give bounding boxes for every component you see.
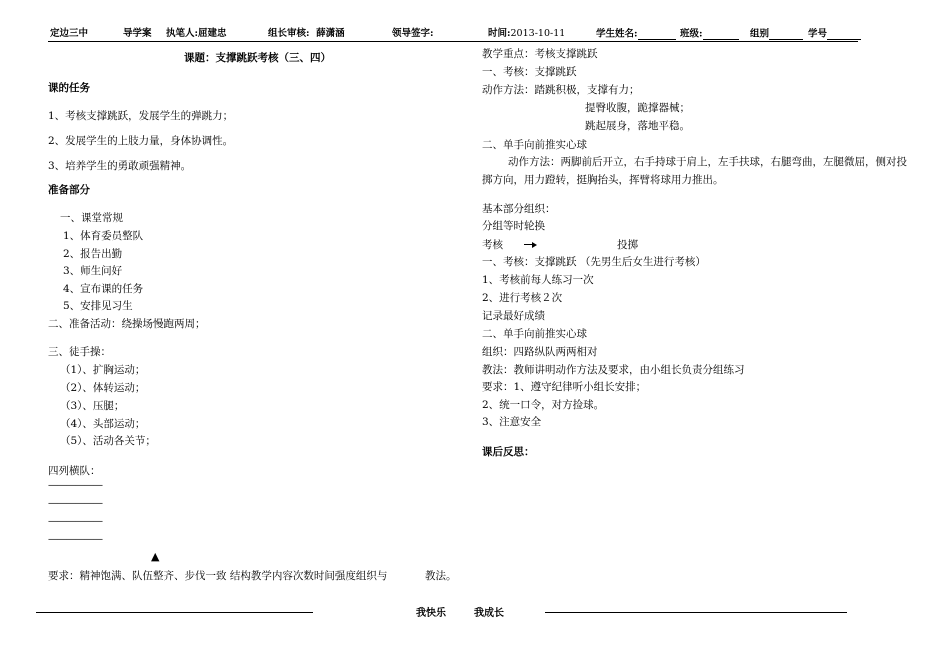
requirement-text: 要求：精神饱满、队伍整齐、步伐一致 结构教学内容次数时间强度组织与: [48, 570, 388, 582]
freehand-heading: 三、徒手操：: [48, 346, 111, 358]
student-no-label: 学号: [808, 28, 828, 40]
header-school: 定边三中: [50, 28, 89, 39]
footer-rule-right: [545, 612, 847, 613]
routine-heading: 一、课堂常规: [60, 212, 123, 224]
organization-text: 组织：四路纵队两两相对: [482, 346, 598, 358]
flow-to: 投掷: [617, 239, 638, 251]
header-group: [750, 28, 803, 40]
footer-slogan-1: 我快乐: [416, 608, 446, 619]
formation-row: ——————: [48, 516, 102, 527]
freehand-item: （2）、体转运动；: [60, 382, 146, 394]
reviewer-label: 组长审核:: [268, 28, 310, 39]
header-doc-type: 导学案: [123, 28, 152, 39]
teacher-marker-icon: ▲: [151, 550, 160, 563]
assess2-heading: 一、考核：支撑跳跃 （先男生后女生进行考核）: [482, 256, 706, 268]
shot2-heading: 二、单手向前推实心球: [482, 328, 587, 340]
flow-from: 考核: [482, 239, 503, 251]
method-line: 动作方法：踏跳积极，支撑有力；: [482, 84, 640, 96]
routine-item: 2、报告出勤: [63, 248, 123, 260]
time-value: 2013-10-11: [510, 28, 566, 39]
header-student-no: [808, 28, 861, 40]
header-author: [166, 28, 227, 39]
footer-rule-left: [36, 612, 313, 613]
shot-method: 动作方法：两脚前后开立，右手持球于肩上，左手扶球，右腿弯曲，左腿微屈，侧对投: [508, 156, 907, 168]
assess-item: 2、进行考核２次: [482, 292, 563, 304]
freehand-item: （3）、压腿；: [60, 400, 125, 412]
group-blank[interactable]: [769, 28, 803, 40]
student-name-blank[interactable]: [638, 28, 676, 40]
header-leader-sign: 领导签字:: [392, 28, 434, 39]
prep-heading: 准备部分: [48, 184, 90, 196]
task-item: 1、考核支撑跳跃，发展学生的弹跳力；: [48, 110, 234, 122]
header-time: [488, 28, 565, 39]
assess-item: 1、考核前每人练习一次: [482, 274, 594, 286]
method-line: 提臀收腹，跪撑器械；: [585, 102, 690, 114]
student-no-blank[interactable]: [827, 28, 861, 40]
requirement-line: 3、注意安全: [482, 416, 542, 428]
author-label: 执笔人:: [166, 28, 199, 39]
freehand-item: （4）、头部运动；: [60, 418, 146, 430]
class-label: 班级:: [680, 28, 703, 40]
group-label: 组别: [750, 28, 770, 40]
method-line: 跳起展身，落地平稳。: [585, 120, 690, 132]
teaching-text: 教法：教师讲明动作方法及要求，由小组长负责分组练习: [482, 364, 745, 376]
requirement-line: 2、统一口令，对方捡球。: [482, 399, 605, 411]
task-item: 2、发展学生的上肢力量，身体协调性。: [48, 135, 234, 147]
routine-item: 5、安排见习生: [63, 300, 133, 312]
requirement-line: 要求：1、遵守纪律听小组长安排；: [482, 381, 647, 393]
formation-row: ——————: [48, 498, 102, 509]
formation-row: ——————: [48, 534, 102, 545]
prep-activity: 二、准备活动：绕操场慢跑两周；: [48, 318, 206, 330]
org-heading: 基本部分组织：: [482, 203, 556, 215]
footer-slogan-2: 我成长: [474, 608, 504, 619]
tasks-heading: 课的任务: [48, 82, 90, 94]
header-reviewer: [268, 28, 345, 39]
shot-method: 掷方向，用力蹬转，挺胸抬头，挥臂将球用力推出。: [482, 174, 724, 186]
formation-label: 四列横队：: [48, 465, 101, 477]
student-name-label: 学生姓名:: [596, 28, 638, 40]
freehand-item: （5）、活动各关节；: [60, 435, 156, 447]
routine-item: 3、师生问好: [63, 265, 123, 277]
teaching-focus: 教学重点：考核支撑跳跃: [482, 48, 598, 60]
assess-heading: 一、考核：支撑跳跃: [482, 66, 577, 78]
assess-item: 记录最好成绩: [482, 310, 545, 322]
header-student-name: [596, 28, 676, 40]
reflection-heading: 课后反思：: [482, 446, 535, 458]
shot-heading: 二、单手向前推实心球: [482, 139, 587, 151]
freehand-item: （1）、扩胸运动；: [60, 364, 146, 376]
task-item: 3、培养学生的勇敢顽强精神。: [48, 160, 192, 172]
routine-item: 4、宣布课的任务: [63, 283, 144, 295]
header-class: [680, 28, 739, 40]
formation-row: ——————: [48, 480, 102, 491]
class-blank[interactable]: [703, 28, 739, 40]
requirement-tail: 教法。: [425, 570, 457, 582]
arrow-right-icon: [524, 244, 533, 245]
header-rule: [48, 41, 858, 42]
reviewer-name: 薛潇涵: [316, 28, 345, 39]
time-label: 时间:: [488, 28, 511, 39]
page-title: 课题：支撑跳跃考核（三、四）: [184, 52, 331, 64]
author-name: 屈建忠: [198, 28, 227, 39]
routine-item: 1、体育委员整队: [63, 230, 144, 242]
rotation-text: 分组等时轮换: [482, 220, 545, 232]
